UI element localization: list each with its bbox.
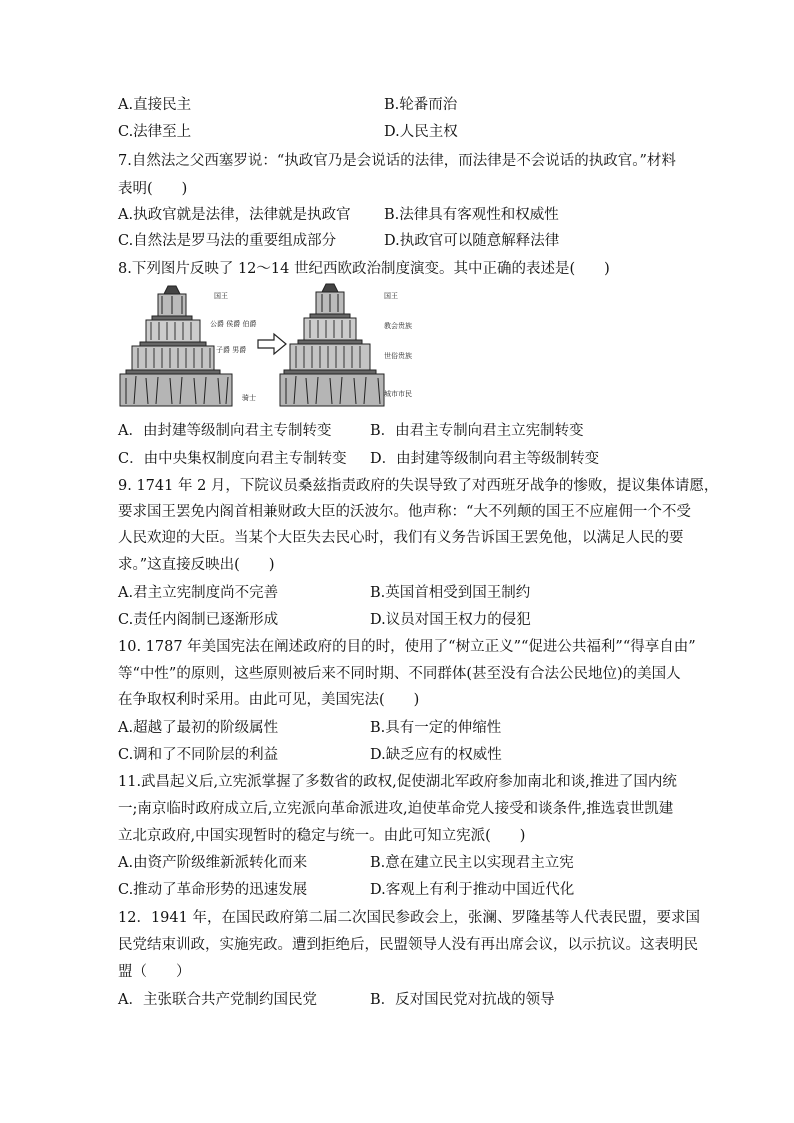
q12-stem-line-1: 12．1941 年，在国民政府第二届二次国民参政会上，张澜、罗隆基等人代表民盟，要求国 bbox=[118, 910, 700, 926]
q7-stem-line-1: 7.自然法之父西塞罗说：“执政官乃是会说话的法律，而法律是不会说话的执政官。”材料 bbox=[118, 153, 676, 169]
q9-option-b: B.英国首相受到国王制约 bbox=[370, 585, 531, 601]
q11-stem-line-3: 立北京政府,中国实现暂时的稳定与统一。由此可知立宪派( ) bbox=[118, 828, 526, 844]
left-label-dukes: 公爵 侯爵 伯爵 bbox=[210, 320, 257, 328]
q11-option-c: C.推动了革命形势的迅速发展 bbox=[118, 882, 308, 898]
right-label-king: 国王 bbox=[384, 292, 398, 300]
q7-option-a: A.执政官就是法律，法律就是执政官 bbox=[118, 207, 351, 223]
q9-stem-line-2: 要求国王罢免内阁首相兼财政大臣的沃波尔。他声称：“大不列颠的国王不应雇佣一个不受 bbox=[118, 504, 691, 520]
q9-option-d: D.议员对国王权力的侵犯 bbox=[370, 612, 531, 628]
q8-option-c: C．由中央集权制度向君主专制转变 bbox=[118, 451, 347, 467]
q9-stem-line-4: 求。”这直接反映出( ) bbox=[118, 557, 275, 573]
q6-option-d: D.人民主权 bbox=[384, 124, 458, 140]
q7-option-c: C.自然法是罗马法的重要组成部分 bbox=[118, 233, 337, 249]
q10-option-d: D.缺乏应有的权威性 bbox=[370, 747, 502, 763]
q10-option-c: C.调和了不同阶层的利益 bbox=[118, 747, 279, 763]
right-pyramid bbox=[280, 284, 384, 406]
q6-option-c: C.法律至上 bbox=[118, 124, 192, 140]
q9-stem-line-1: 9. 1741 年 2 月，下院议员桑兹指责政府的失误导致了对西班牙战争的惨败，提议集体请愿， bbox=[118, 478, 719, 494]
pyramid-illustration bbox=[118, 282, 478, 410]
q10-option-a: A.超越了最初的阶级属性 bbox=[118, 720, 279, 736]
q10-stem-line-3: 在争取权利时采用。由此可见，美国宪法( ) bbox=[118, 692, 420, 708]
left-label-king: 国王 bbox=[214, 292, 228, 300]
q8-option-d: D．由封建等级制向君主等级制转变 bbox=[370, 451, 600, 467]
right-label-nobility: 世俗贵族 bbox=[384, 352, 412, 360]
q10-stem-line-2: 等“中性”的原则，这些原则被后来不同时期、不同群体(甚至没有合法公民地位)的美国人 bbox=[118, 666, 681, 682]
q6-option-b: B.轮番而治 bbox=[384, 97, 458, 113]
q12-option-b: B．反对国民党对抗战的领导 bbox=[370, 992, 555, 1008]
q12-stem-line-3: 盟（ ） bbox=[118, 964, 191, 980]
arrow-icon bbox=[258, 334, 286, 354]
q11-option-b: B.意在建立民主以实现君主立宪 bbox=[370, 855, 574, 871]
q8-option-a: A．由封建等级制向君主专制转变 bbox=[118, 423, 332, 439]
right-label-clergy: 教会贵族 bbox=[384, 322, 412, 330]
q6-option-a: A.直接民主 bbox=[118, 97, 192, 113]
q9-option-a: A.君主立宪制度尚不完善 bbox=[118, 585, 279, 601]
left-label-knights: 骑士 bbox=[242, 394, 256, 402]
left-label-viscounts: 子爵 男爵 bbox=[216, 346, 247, 354]
q9-stem-line-3: 人民欢迎的大臣。当某个大臣失去民心时，我们有义务告诉国王罢免他，以满足人民的要 bbox=[118, 530, 684, 546]
q10-option-b: B.具有一定的伸缩性 bbox=[370, 720, 502, 736]
right-label-citizens: 城市市民 bbox=[384, 390, 412, 398]
q11-option-a: A.由资产阶级维新派转化而来 bbox=[118, 855, 308, 871]
q11-stem-line-2: 一;南京临时政府成立后,立宪派向革命派进攻,迫使革命党人接受和谈条件,推选袁世凯建 bbox=[118, 801, 674, 817]
q12-option-a: A．主张联合共产党制约国民党 bbox=[118, 992, 317, 1008]
q7-option-b: B.法律具有客观性和权威性 bbox=[384, 207, 559, 223]
q10-stem-line-1: 10. 1787 年美国宪法在阐述政府的目的时，使用了“树立正义”“促进公共福利”“得享自由” bbox=[118, 639, 696, 655]
q8-option-b: B．由君主专制向君主立宪制转变 bbox=[370, 423, 584, 439]
q9-option-c: C.责任内阁制已逐渐形成 bbox=[118, 612, 279, 628]
q8-pyramid-figure bbox=[118, 282, 478, 410]
q12-stem-line-2: 民党结束训政，实施宪政。遭到拒绝后，民盟领导人没有再出席会议，以示抗议。这表明民 bbox=[118, 937, 698, 953]
q11-option-d: D.客观上有利于推动中国近代化 bbox=[370, 882, 575, 898]
q11-stem-line-1: 11.武昌起义后,立宪派掌握了多数省的政权,促使湖北军政府参加南北和谈,推进了国内统 bbox=[118, 774, 677, 790]
q8-stem: 8.下列图片反映了 12～14 世纪西欧政治制度演变。其中正确的表述是( ) bbox=[118, 261, 610, 277]
q7-stem-line-2: 表明( ) bbox=[118, 181, 188, 197]
q7-option-d: D.执政官可以随意解释法律 bbox=[384, 233, 560, 249]
